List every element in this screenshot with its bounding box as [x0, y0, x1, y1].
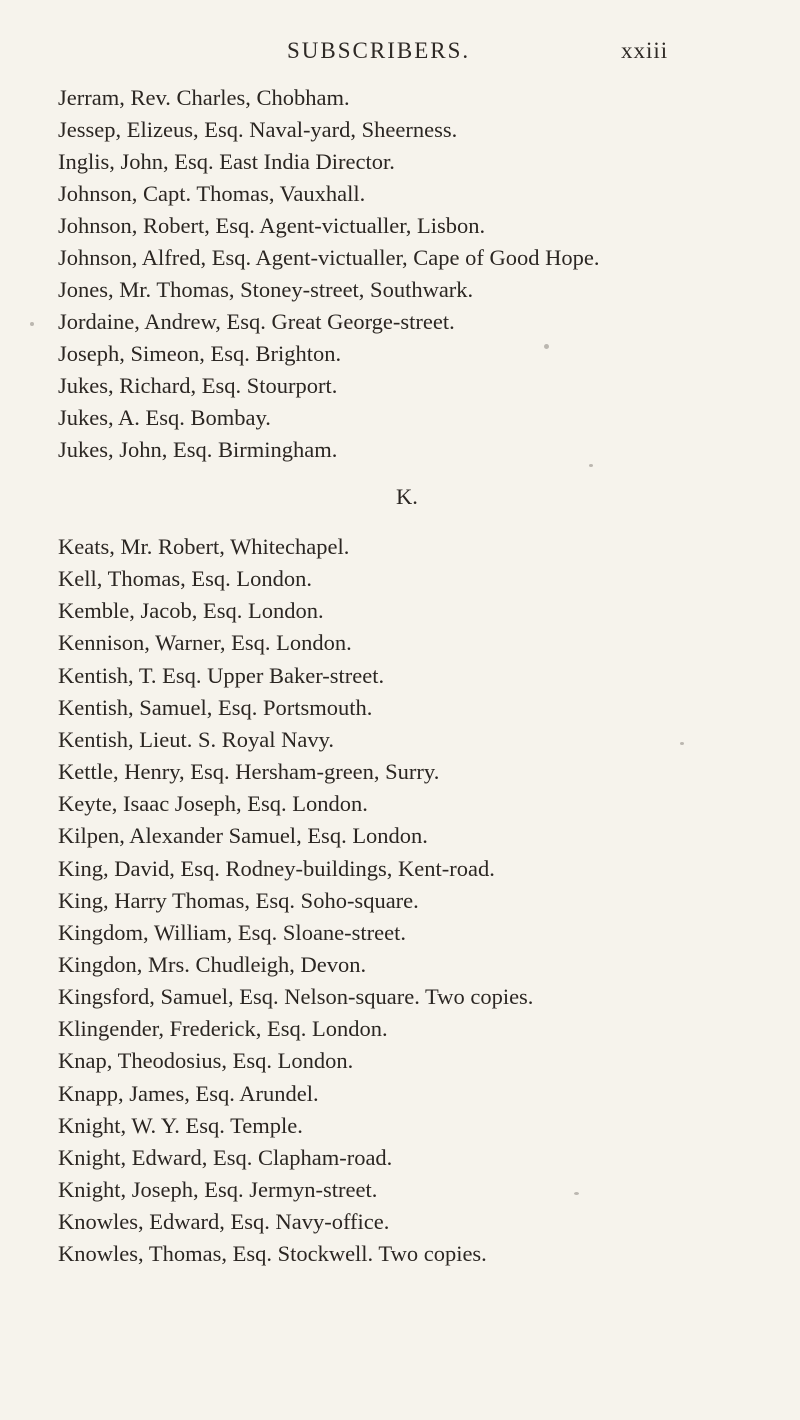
subscriber-entry: Joseph, Simeon, Esq. Brighton.	[58, 341, 342, 366]
subscriber-entry: Kentish, Samuel, Esq. Portsmouth.	[58, 694, 373, 720]
subscriber-entry: Knowles, Edward, Esq. Navy-office.	[58, 1209, 390, 1235]
subscriber-entry: Jordaine, Andrew, Esq. Great George-street.	[58, 309, 455, 334]
subscriber-entry: Knap, Theodosius, Esq. London.	[58, 1048, 354, 1074]
subscriber-entry: Kentish, T. Esq. Upper Baker-street.	[58, 662, 385, 688]
subscriber-entry: Knowles, Thomas, Esq. Stockwell. Two copies.	[58, 1241, 487, 1267]
subscriber-entry: Knight, W. Y. Esq. Temple.	[58, 1112, 303, 1138]
subscriber-entry: Jukes, A. Esq. Bombay.	[58, 405, 271, 430]
section-letter-k: K.	[396, 484, 418, 509]
subscriber-entry: Keats, Mr. Robert, Whitechapel.	[58, 534, 350, 559]
subscriber-entry: Knight, Joseph, Esq. Jermyn-street.	[58, 1177, 378, 1202]
subscriber-entry: Jukes, Richard, Esq. Stourport.	[58, 373, 338, 398]
paper-speck	[680, 742, 684, 745]
paper-speck	[30, 322, 34, 326]
subscriber-entry: Johnson, Alfred, Esq. Agent-victualler, Cape of Good Hope.	[58, 245, 600, 270]
subscriber-entry: Kettle, Henry, Esq. Hersham-green, Surry.	[58, 759, 440, 785]
subscriber-entry: Jessep, Elizeus, Esq. Naval-yard, Sheerness.	[58, 117, 458, 142]
subscriber-entry: Knight, Edward, Esq. Clapham-road.	[58, 1144, 393, 1170]
subscriber-entry: Kennison, Warner, Esq. London.	[58, 630, 352, 656]
subscriber-entry: Johnson, Robert, Esq. Agent-victualler, Lisbon.	[58, 213, 486, 238]
subscriber-entry: Kentish, Lieut. S. Royal Navy.	[58, 726, 335, 752]
subscriber-entry: Kingdom, William, Esq. Sloane-street.	[58, 919, 407, 945]
paper-speck	[589, 464, 593, 467]
subscriber-entry: Kingdon, Mrs. Chudleigh, Devon.	[58, 951, 367, 977]
subscriber-entry: Kingsford, Samuel, Esq. Nelson-square. Two copies.	[58, 984, 534, 1010]
subscriber-entry: Kilpen, Alexander Samuel, Esq. London.	[58, 823, 428, 849]
subscriber-entry: Kell, Thomas, Esq. London.	[58, 566, 312, 592]
subscriber-entry: Johnson, Capt. Thomas, Vauxhall.	[58, 181, 366, 206]
subscriber-entry: King, David, Esq. Rodney-buildings, Kent-road.	[58, 855, 495, 881]
subscriber-entry: King, Harry Thomas, Esq. Soho-square.	[58, 887, 419, 913]
subscriber-entry: Inglis, John, Esq. East India Director.	[58, 149, 395, 174]
subscriber-entry: Jerram, Rev. Charles, Chobham.	[58, 85, 350, 110]
running-title: SUBSCRIBERS.	[287, 38, 471, 63]
subscriber-entry: Jukes, John, Esq. Birmingham.	[58, 437, 338, 462]
subscriber-entry: Kemble, Jacob, Esq. London.	[58, 598, 324, 624]
subscriber-entry: Keyte, Isaac Joseph, Esq. London.	[58, 791, 368, 817]
page-number: xxiii	[621, 38, 669, 63]
subscriber-entry: Klingender, Frederick, Esq. London.	[58, 1016, 388, 1042]
subscriber-entry: Jones, Mr. Thomas, Stoney-street, Southwark.	[58, 277, 474, 302]
page-header	[0, 38, 800, 78]
paper-speck	[574, 1192, 579, 1195]
paper-speck	[544, 344, 549, 349]
subscriber-entry: Knapp, James, Esq. Arundel.	[58, 1080, 319, 1106]
